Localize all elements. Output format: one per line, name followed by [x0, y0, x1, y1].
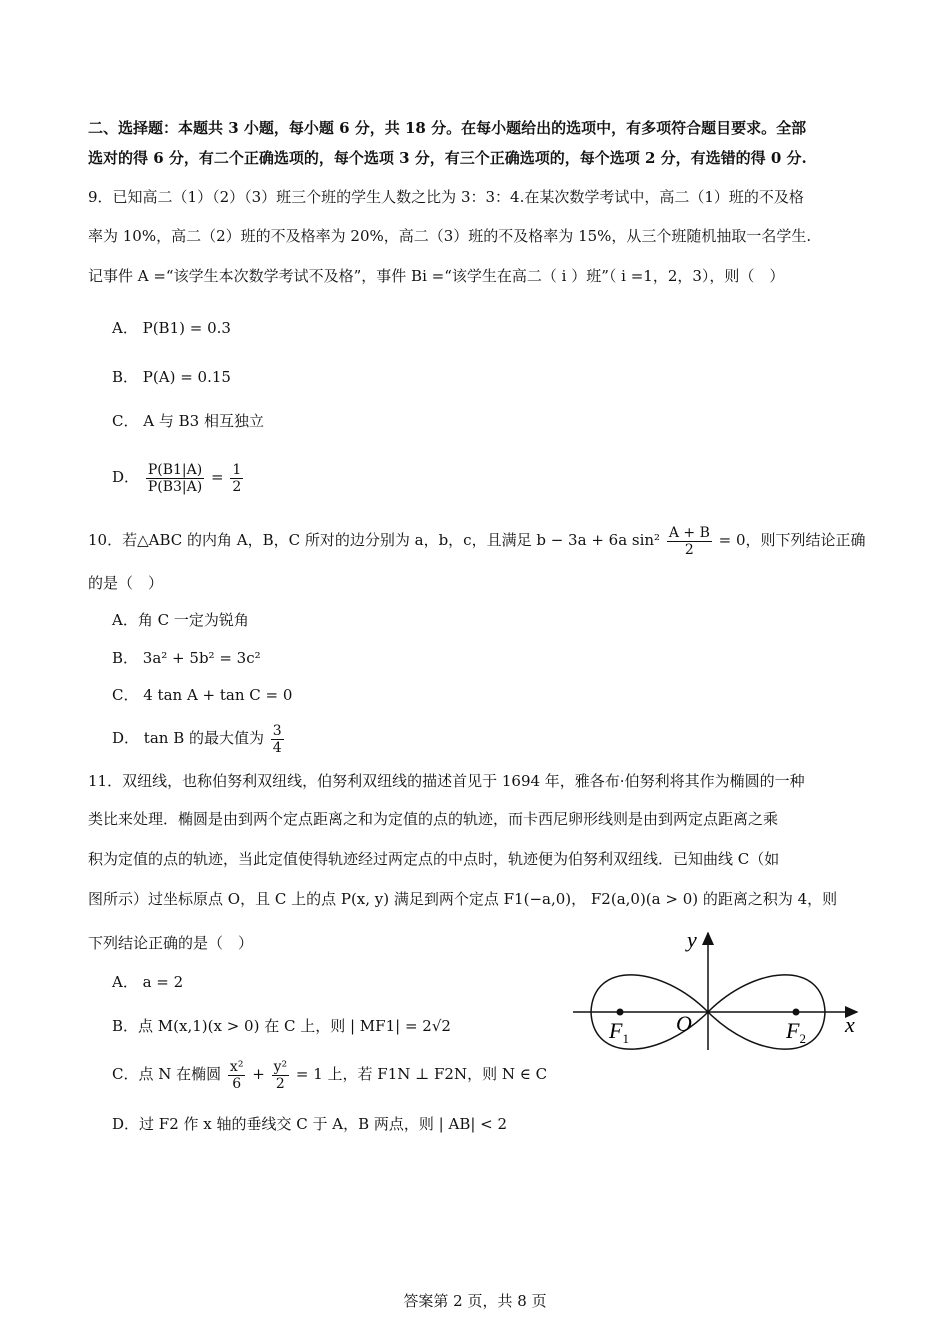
focus-f1-point — [617, 1009, 624, 1016]
q11-option-c — [112, 1052, 547, 1096]
q9-option-d-result-denominator: 2 — [232, 478, 242, 495]
f1-label-letter: F — [609, 1018, 623, 1043]
origin-label: O — [676, 1011, 692, 1036]
f2-label — [785, 1018, 806, 1046]
y-axis-label: y — [687, 927, 697, 952]
q11-option-d: D．过 F2 作 x 轴的垂线交 C 于 A，B 两点，则 | AB| < 2 — [112, 1115, 508, 1133]
q11-line-5: 下列结论正确的是（ ） — [88, 934, 254, 952]
q9-line-2: 率为 10%，高二（2）班的不及格率为 20%，高二（3）班的不及格率为 15%，从三个班随机抽取一名学生. — [88, 227, 812, 245]
q10-option-c: C． 4 tan A + tan C = 0 — [112, 686, 293, 704]
q11-line-1: 11．双纽线，也称伯努利双纽线，伯努利双纽线的描述首见于 1694 年，雅各布·伯努利将其作为椭圆的一种 — [88, 772, 805, 790]
q11-option-c-numerator-y: y² — [273, 1058, 288, 1075]
q10-option-d — [112, 718, 286, 758]
q11-option-c-post: = 1 上，若 F1N ⊥ F2N，则 N ∈ C — [295, 1065, 548, 1083]
f1-label-subscript: 1 — [622, 1031, 629, 1046]
lemniscate-figure — [565, 925, 870, 1055]
q11-line-2: 类比来处理．椭圆是由到两个定点距离之和为定值的点的轨迹，而卡西尼卵形线则是由到两定点距离之乘 — [88, 810, 779, 828]
q11-option-c-pre: C．点 N 在椭圆 — [112, 1065, 222, 1083]
q9-option-d-equals: = — [210, 468, 224, 486]
q10-line-1-fraction — [667, 525, 712, 558]
q11-option-a: A． a = 2 — [112, 973, 184, 991]
f2-label-letter: F — [786, 1018, 800, 1043]
q10-line-1-post: = 0，则下列结论正确 — [718, 531, 866, 549]
f1-label — [608, 1018, 629, 1046]
q10-option-d-fraction — [271, 723, 284, 756]
f2-label-subscript: 2 — [799, 1031, 806, 1046]
x-axis-label: x — [845, 1012, 855, 1037]
q11-option-c-numerator-x: x² — [229, 1058, 244, 1075]
q9-option-d-denominator: P(B3|A) — [147, 478, 203, 495]
q9-line-1: 9．已知高二（1）（2）（3）班三个班的学生人数之比为 3：3：4.在某次数学考试中，高二（1）班的不及格 — [88, 188, 804, 206]
q9-option-c: C． A 与 B3 相互独立 — [112, 412, 264, 430]
q11-option-b: B．点 M(x,1)(x > 0) 在 C 上，则 | MF1| = 2√2 — [112, 1017, 451, 1035]
q10-option-d-pre: D． tan B 的最大值为 — [112, 729, 264, 747]
q10-line-2: 的是（ ） — [88, 574, 164, 592]
q10-line-1-denominator: 2 — [684, 541, 694, 558]
q9-option-d-result — [230, 462, 243, 495]
q9-line-3: 记事件 A =“该学生本次数学考试不及格”，事件 Bi =“该学生在高二（ i ）班”（ i =1，2，3），则（ ） — [88, 267, 785, 285]
q10-line-1-pre: 10．若△ABC 的内角 A，B，C 所对的边分别为 a，b，c，且满足 b − 3a + 6a sin² — [88, 531, 661, 549]
page-footer: 答案第 2 页，共 8 页 — [403, 1292, 547, 1310]
section-header-line-2: 选对的得 6 分，有二个正确选项的，每个选项 3 分，有三个正确选项的，每个选项 2 分，有选错的得 0 分. — [88, 149, 807, 167]
q10-option-a: A．角 C 一定为锐角 — [112, 611, 249, 629]
q11-line-3: 积为定值的点的轨迹，当此定值使得轨迹经过两定点的中点时，轨迹便为伯努利双纽线．已知曲线 C（如 — [88, 850, 780, 868]
q10-line-1-numerator: A + B — [668, 524, 710, 541]
q9-option-d-result-numerator: 1 — [232, 461, 242, 478]
q11-option-c-denominator-y: 2 — [275, 1075, 285, 1092]
q9-option-d-numerator: P(B1|A) — [147, 461, 203, 478]
q10-line-1 — [88, 520, 866, 560]
focus-f2-point — [793, 1009, 800, 1016]
q9-option-a: A． P(B1) = 0.3 — [112, 319, 231, 337]
q9-option-d — [112, 455, 245, 499]
q10-option-d-denominator: 4 — [272, 739, 282, 756]
q11-option-c-fraction-x — [228, 1059, 246, 1092]
q11-option-c-denominator-x: 6 — [232, 1075, 242, 1092]
q11-option-c-plus: + — [252, 1065, 265, 1083]
section-header-line-1: 二、选择题：本题共 3 小题，每小题 6 分，共 18 分。在每小题给出的选项中，有多项符合题目要求。全部 — [88, 119, 807, 137]
q9-option-b: B． P(A) = 0.15 — [112, 368, 231, 386]
q10-option-b: B． 3a² + 5b² = 3c² — [112, 649, 261, 667]
q9-option-d-label: D． — [112, 468, 140, 486]
q10-option-d-numerator: 3 — [272, 722, 282, 739]
q9-option-d-fraction — [146, 462, 204, 495]
q11-line-4: 图所示）过坐标原点 O，且 C 上的点 P(x, y) 满足到两个定点 F1(−a,0)， F2(a,0)(a > 0) 的距离之积为 4，则 — [88, 890, 838, 908]
q11-option-c-fraction-y — [272, 1059, 290, 1092]
